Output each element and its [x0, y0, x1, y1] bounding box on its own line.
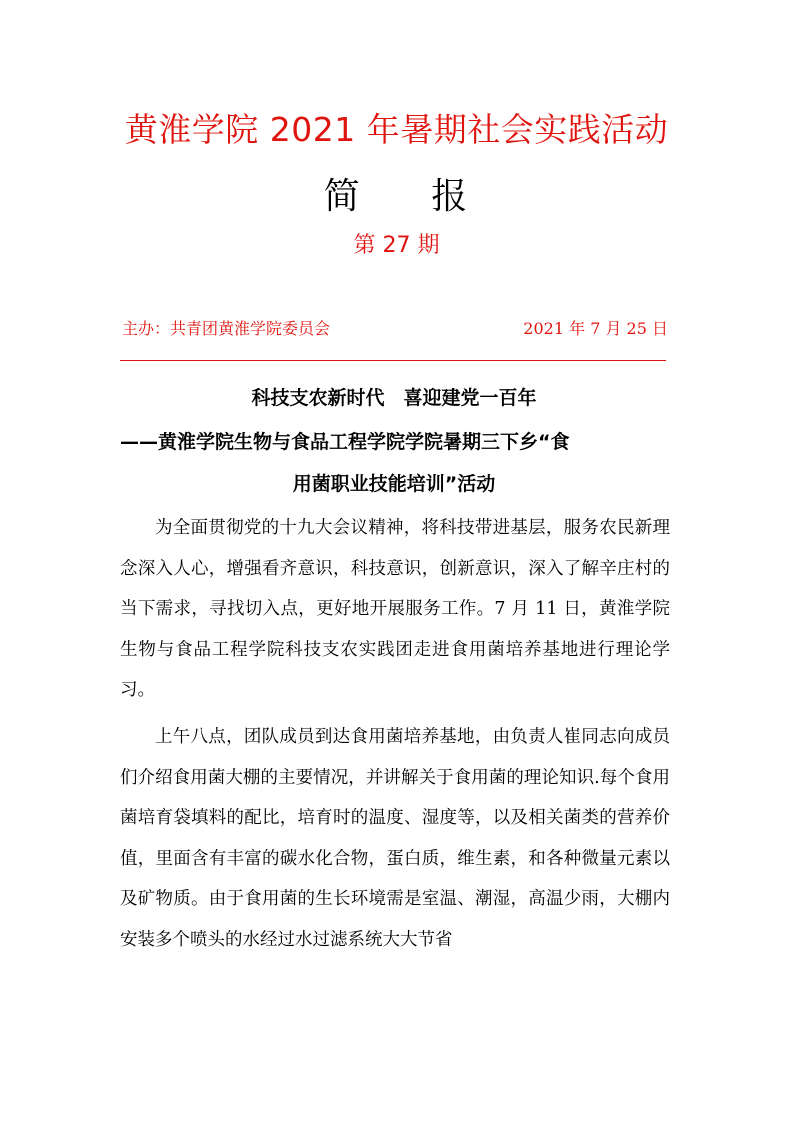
article-title-line-1: 科技支农新时代 喜迎建党一百年: [251, 387, 537, 409]
paragraph-text: 上午八点，团队成员到达食用菌培养基地，由负责人崔同志向成员们介绍食用菌大棚的主要情况，并讲解关于食用菌的理论知识.每个食用菌培育袋填料的配比，培育时的温度、湿度等，以及相关菌类的营养价值，里面含有丰富的碳水化合物，蛋白质，维生素，和各种微量元素以及矿物质。由于食用菌的生长环境需是室温、潮湿，高温少雨，大棚内安装多个喷头的水经过水过滤系统大大节省: [120, 727, 670, 950]
article-title-line-3: 用菌职业技能培训”活动: [292, 473, 496, 495]
sponsor-line: 主办：共青团黄淮学院委员会: [122, 319, 331, 338]
article-title-line-2: ——黄淮学院生物与食品工程学院学院暑期三下乡“食: [120, 431, 570, 453]
article-paragraph-2: [120, 717, 670, 960]
issue-number: 第 27 期: [353, 233, 440, 258]
brief-title: 简 报: [323, 176, 498, 217]
main-title: 黄淮学院 2021 年暑期社会实践活动: [124, 110, 669, 149]
header-divider: [120, 360, 666, 361]
paragraph-text: 为全面贯彻党的十九大会议精神，将科技带进基层，服务农民新理念深入人心，增强看齐意识，科技意识，创新意识，深入了解辛庄村的当下需求，寻找切入点，更好地开展服务工作。7 月 11 日，黄淮学院生物与食品工程学院科技支农实践团走进食用菌培养基地进行理论学习。: [120, 518, 670, 700]
publish-date: 2021 年 7 月 25 日: [523, 319, 668, 338]
article-paragraph-1: [120, 508, 670, 711]
